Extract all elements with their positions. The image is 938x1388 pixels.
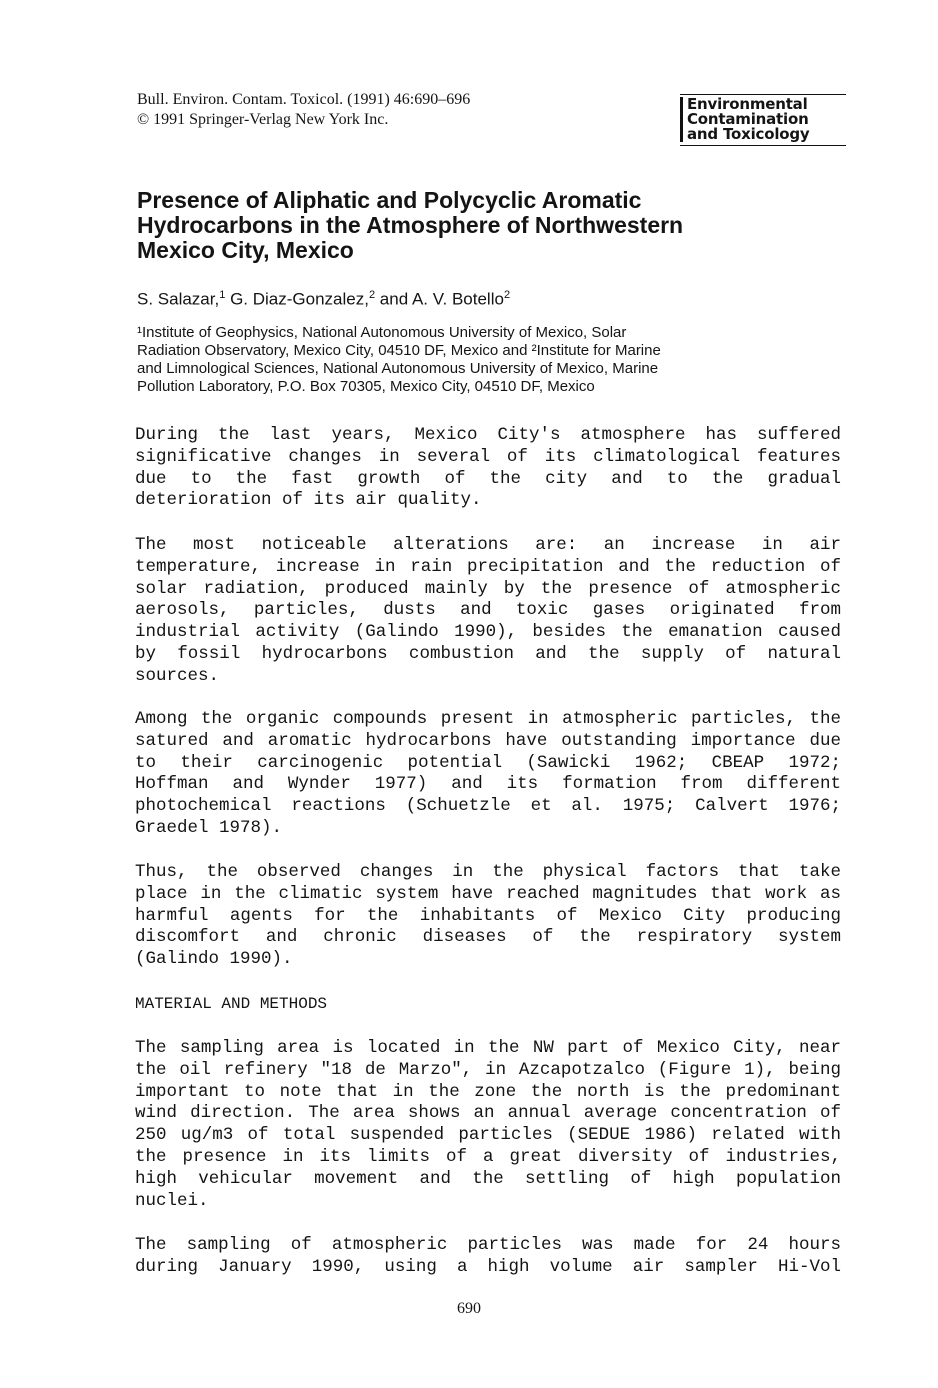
journal-citation xyxy=(137,90,470,130)
author-affiliation-mark: 1 xyxy=(219,289,226,301)
text-line: The sampling of atmospheric particles was made for 24 hours xyxy=(135,1235,841,1255)
text-line: sources. xyxy=(135,665,220,686)
title-line: Hydrocarbons in the Atmosphere of Northwestern xyxy=(137,212,684,238)
methods-paragraph-1 xyxy=(135,1038,841,1212)
logo-line: Contamination xyxy=(680,112,846,127)
intro-paragraph-1 xyxy=(135,425,841,512)
text-line: discomfort and chronic diseases of the respiratory system xyxy=(135,927,841,948)
affiliation-line: Radiation Observatory, Mexico City, 04510 DF, Mexico and ²Institute for Marine xyxy=(137,342,661,359)
text-line: Among the organic compounds present in atmospheric particles, the xyxy=(135,709,841,729)
author-list xyxy=(137,285,510,310)
text-line: significative changes in several of its climatological features xyxy=(135,446,841,467)
text-line: temperature, increase in rain precipitation and the reduction of xyxy=(135,556,841,577)
logo-line: and Toxicology xyxy=(680,127,846,142)
copyright-line: © 1991 Springer-Verlag New York Inc. xyxy=(137,111,389,128)
affiliation-line: and Limnological Sciences, National Autonomous University of Mexico, Marine xyxy=(137,360,659,377)
author-name: G. Diaz-Gonzalez, xyxy=(225,289,369,309)
text-line: aerosols, particles, dusts and toxic gases originated from xyxy=(135,600,841,621)
logo-line: Environmental xyxy=(680,97,846,112)
author-name: S. Salazar, xyxy=(137,289,220,309)
affiliations xyxy=(137,324,661,396)
text-line: due to the fast growth of the city and to the gradual xyxy=(135,468,841,489)
journal-logo xyxy=(680,94,846,146)
text-line: the oil refinery "18 de Marzo", in Azcapotzalco (Figure 1), being xyxy=(135,1059,841,1080)
text-line: place in the climatic system have reached magnitudes that work as xyxy=(135,883,841,904)
text-line: The most noticeable alterations are: an increase in air xyxy=(135,535,841,555)
methods-paragraph-2 xyxy=(135,1235,841,1279)
text-line: Thus, the observed changes in the physical factors that take xyxy=(135,862,841,882)
text-line: Graedel 1978). xyxy=(135,817,283,838)
text-line: (Galindo 1990). xyxy=(135,949,293,970)
text-line: photochemical reactions (Schuetzle et al. 1975; Calvert 1976; xyxy=(135,796,841,817)
text-line: The sampling area is located in the NW part of Mexico City, near xyxy=(135,1038,841,1058)
intro-paragraph-3 xyxy=(135,709,841,840)
text-line: the presence in its limits of a great diversity of industries, xyxy=(135,1146,841,1167)
page-number: 690 xyxy=(457,1300,481,1317)
intro-paragraph-4 xyxy=(135,862,841,971)
citation-line: Bull. Environ. Contam. Toxicol. (1991) 46:690–696 xyxy=(137,91,471,108)
title-line: Mexico City, Mexico xyxy=(137,237,354,263)
text-line: satured and aromatic hydrocarbons have outstanding importance due xyxy=(135,730,841,751)
text-line: wind direction. The area shows an annual average concentration of xyxy=(135,1103,841,1124)
text-line: high vehicular movement and the settling of high population xyxy=(135,1168,841,1189)
text-line: to their carcinogenic potential (Sawicki 1962; CBEAP 1972; xyxy=(135,752,841,773)
text-line: by fossil hydrocarbons combustion and the supply of natural xyxy=(135,643,841,664)
intro-paragraph-2 xyxy=(135,535,841,688)
author-affiliation-mark: 2 xyxy=(503,289,511,301)
text-line: Hoffman and Wynder 1977) and its formation from different xyxy=(135,774,841,795)
text-line: industrial activity (Galindo 1990), besides the emanation caused xyxy=(135,622,841,643)
text-line: During the last years, Mexico City's atmosphere has suffered xyxy=(135,425,841,445)
affiliation-line: Pollution Laboratory, P.O. Box 70305, Mexico City, 04510 DF, Mexico xyxy=(137,378,595,395)
title-line: Presence of Aliphatic and Polycyclic Aromatic xyxy=(137,187,642,213)
text-line: deterioration of its air quality. xyxy=(135,490,482,511)
affiliation-line: ¹Institute of Geophysics, National Autonomous University of Mexico, Solar xyxy=(137,324,627,341)
text-line: important to note that in the zone the north is the predominant xyxy=(135,1081,841,1102)
text-line: nuclei. xyxy=(135,1190,209,1211)
text-line: 250 ug/m3 of total suspended particles (SEDUE 1986) related with xyxy=(135,1125,841,1146)
text-line: solar radiation, produced mainly by the presence of atmospheric xyxy=(135,578,841,599)
section-heading: MATERIAL AND METHODS xyxy=(135,995,328,1013)
text-line: during January 1990, using a high volume air sampler Hi-Vol xyxy=(135,1256,841,1277)
text-line: harmful agents for the inhabitants of Mexico City producing xyxy=(135,905,841,926)
author-name: and A. V. Botello xyxy=(375,289,504,309)
author-affiliation-mark: 2 xyxy=(368,289,376,301)
paper-title xyxy=(137,188,817,263)
